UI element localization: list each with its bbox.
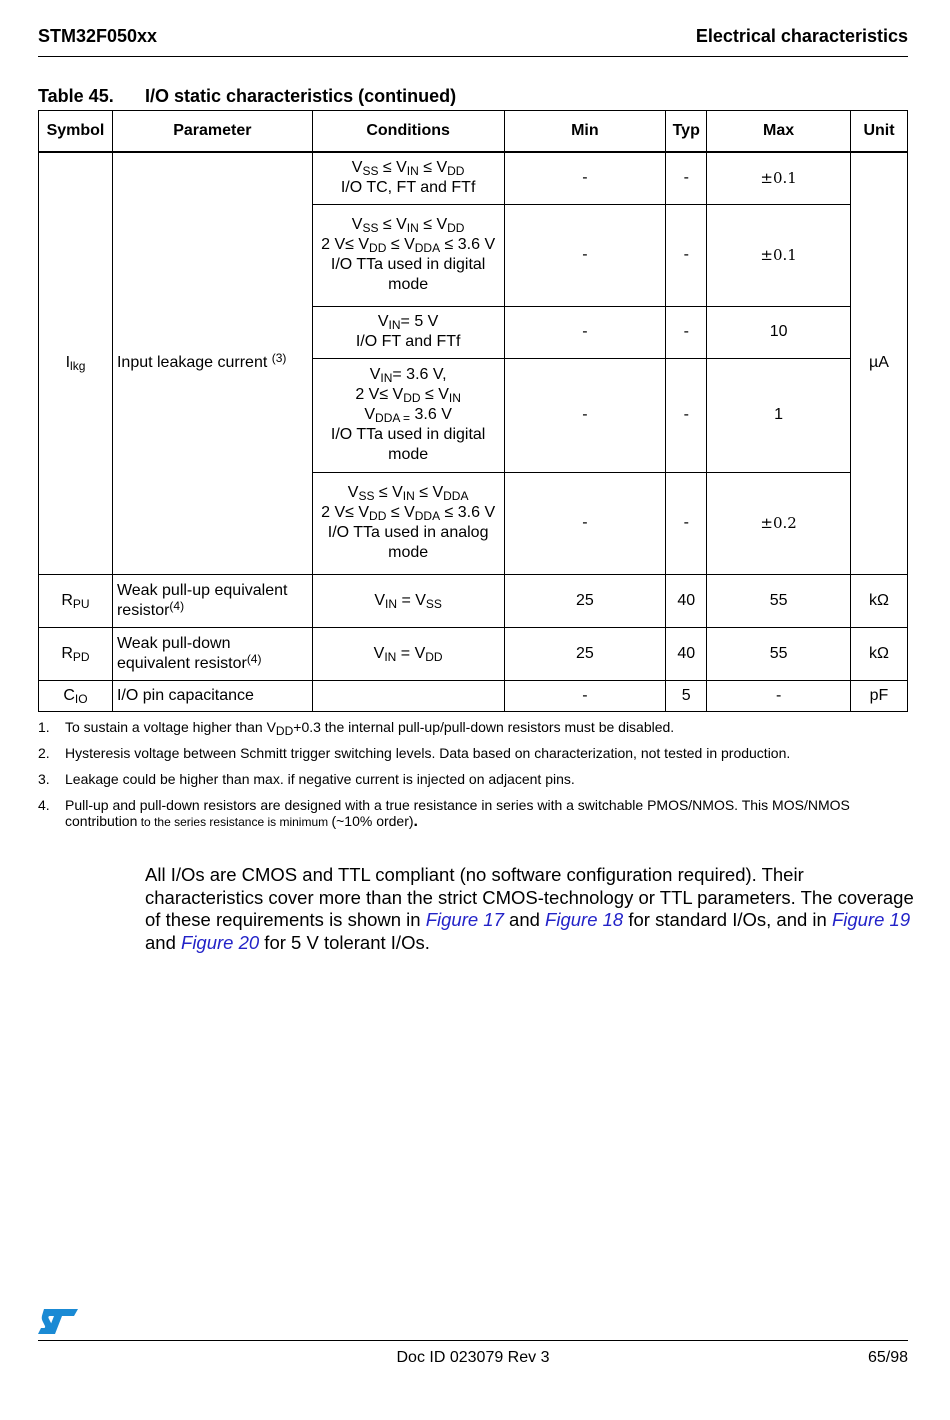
cell-conditions: $V_{IN}= 5$ V I/O FT and FTf bbox=[312, 306, 504, 358]
cell-min: - bbox=[504, 358, 666, 472]
cell-unit-cio: pF bbox=[851, 680, 908, 711]
cell-parameter-rpu: Weak pull-up equivalent resistor$^{(4)}$ bbox=[112, 574, 312, 627]
cell-min: - bbox=[504, 152, 666, 204]
cell-max: 1 bbox=[707, 358, 851, 472]
footer-doc-id: Doc ID 023079 Rev 3 bbox=[396, 1349, 550, 1366]
cell-max: ±0.2 bbox=[707, 472, 851, 574]
header-conditions: Conditions bbox=[312, 111, 504, 153]
cell-conditions: $V_{SS} \le V_{IN} \le V_{DD}$ 2 $V\le V_{DD} \le V_{DDA} \le 3.6$ V I/O TTa used in digital mode bbox=[312, 204, 504, 306]
footer-page-number: 65/98 bbox=[867, 1349, 908, 1366]
link-figure-19[interactable]: Figure 19 bbox=[831, 909, 911, 931]
cell-parameter-rpd: Weak pull-down equivalent resistor$^{(4)}$ bbox=[112, 627, 312, 680]
cell-max-cio: - bbox=[707, 680, 851, 711]
header-max: Max bbox=[707, 111, 851, 153]
header-unit: Unit bbox=[851, 111, 908, 153]
table-footnotes bbox=[38, 719, 908, 840]
cell-min-rpd: 25 bbox=[504, 627, 666, 680]
cell-typ: - bbox=[666, 152, 707, 204]
cell-max: ±0.1 bbox=[707, 152, 851, 204]
st-logo bbox=[38, 1307, 80, 1337]
header-min: Min bbox=[504, 111, 666, 153]
table-row-rpd bbox=[39, 627, 908, 680]
header-parameter: Parameter bbox=[112, 111, 312, 153]
table-row-cio bbox=[39, 680, 908, 711]
cell-unit-rpu: kΩ bbox=[851, 574, 908, 627]
cell-conditions-rpd: $V_{IN} = V_{DD}$ bbox=[312, 627, 504, 680]
cell-typ-rpd: 40 bbox=[666, 627, 707, 680]
cell-min-rpu: 25 bbox=[504, 574, 666, 627]
io-static-characteristics-table bbox=[38, 110, 908, 712]
cell-unit-rpd: kΩ bbox=[851, 627, 908, 680]
cell-max: ±0.1 bbox=[707, 204, 851, 306]
header-symbol: Symbol bbox=[39, 111, 113, 153]
table-caption bbox=[38, 86, 456, 107]
table-number: Table 45. bbox=[38, 86, 114, 106]
cell-parameter-ilkg: Input leakage current $^{(3)}$ bbox=[112, 152, 312, 574]
header-section: Electrical characteristics bbox=[695, 26, 908, 46]
cell-max: 10 bbox=[707, 306, 851, 358]
body-paragraph: All I/Os are CMOS and TTL compliant (no software configuration required). Their characteristics cover more than the strict CMOS-technology or TTL parameters. The coverage of these requirements is shown in Figure 17 and Figure 18 for standard I/Os, and in Figure 19 and Figure 20 for 5 V tolerant I/Os. bbox=[145, 864, 914, 953]
cell-conditions-rpu: $V_{IN} = V_{SS}$ bbox=[312, 574, 504, 627]
cell-max-rpu: 55 bbox=[707, 574, 851, 627]
footnote-3: 3. Leakage could be higher than max. if negative current is injected on adjacent pins. bbox=[38, 771, 575, 787]
cell-conditions: $V_{SS} \le V_{IN} \le V_{DDA}$ 2 $V\le V_{DD} \le V_{DDA} \le 3.6$ V I/O TTa used in analog mode bbox=[312, 472, 504, 574]
link-figure-20[interactable]: Figure 20 bbox=[181, 931, 260, 953]
cell-min: - bbox=[504, 306, 666, 358]
cell-unit-ilkg: µA bbox=[851, 152, 908, 574]
header-typ: Typ bbox=[666, 111, 707, 153]
cell-typ: - bbox=[666, 204, 707, 306]
footnote-2: 2. Hysteresis voltage between Schmitt trigger switching levels. Data based on characterization, not tested in production. bbox=[38, 745, 791, 761]
cell-symbol-rpd: $R_{PD}$ bbox=[39, 627, 113, 680]
cell-typ: - bbox=[666, 358, 707, 472]
table-row-ilkg-1 bbox=[39, 152, 908, 204]
cell-conditions: $V_{SS} \le V_{IN} \le V_{DD}$ I/O TC, FT and FTf bbox=[312, 152, 504, 204]
table-row-rpu bbox=[39, 574, 908, 627]
table-title: I/O static characteristics (continued) bbox=[145, 86, 457, 106]
cell-conditions-cio bbox=[312, 680, 504, 711]
cell-symbol-ilkg: $I_{lkg}$ bbox=[39, 152, 113, 574]
cell-symbol-rpu: $R_{PU}$ bbox=[39, 574, 113, 627]
cell-min-cio: - bbox=[504, 680, 666, 711]
link-figure-17[interactable]: Figure 17 bbox=[425, 909, 504, 931]
table-header-row bbox=[39, 111, 908, 153]
footnote-1: 1. To sustain a voltage higher than $V_{DD}+0.3$ the internal pull-up/pull-down resistors must be disabled. bbox=[38, 719, 675, 738]
cell-conditions: $V_{IN}= 3.6$ V, 2 $V\le V_{DD} \le V_{IN}$ $V_{DDA =}$ 3.6 V I/O TTa used in digital mode bbox=[312, 358, 504, 472]
header-product: STM32F050xx bbox=[38, 26, 158, 46]
link-figure-18[interactable]: Figure 18 bbox=[545, 909, 624, 931]
cell-typ-rpu: 40 bbox=[666, 574, 707, 627]
cell-typ: - bbox=[666, 306, 707, 358]
footnote-4: 4. Pull-up and pull-down resistors are designed with a true resistance in series with a switchable PMOS/NMOS. This MOS/NMOS contribution to the series resistance is minimum (~10% order). bbox=[38, 797, 850, 830]
page-header bbox=[38, 26, 908, 57]
cell-typ-cio: 5 bbox=[666, 680, 707, 711]
cell-symbol-cio: $C_{IO}$ bbox=[39, 680, 113, 711]
cell-max-rpd: 55 bbox=[707, 627, 851, 680]
cell-min: - bbox=[504, 204, 666, 306]
page-footer bbox=[38, 1340, 908, 1366]
cell-min: - bbox=[504, 472, 666, 574]
cell-typ: - bbox=[666, 472, 707, 574]
cell-parameter-cio: I/O pin capacitance bbox=[112, 680, 312, 711]
